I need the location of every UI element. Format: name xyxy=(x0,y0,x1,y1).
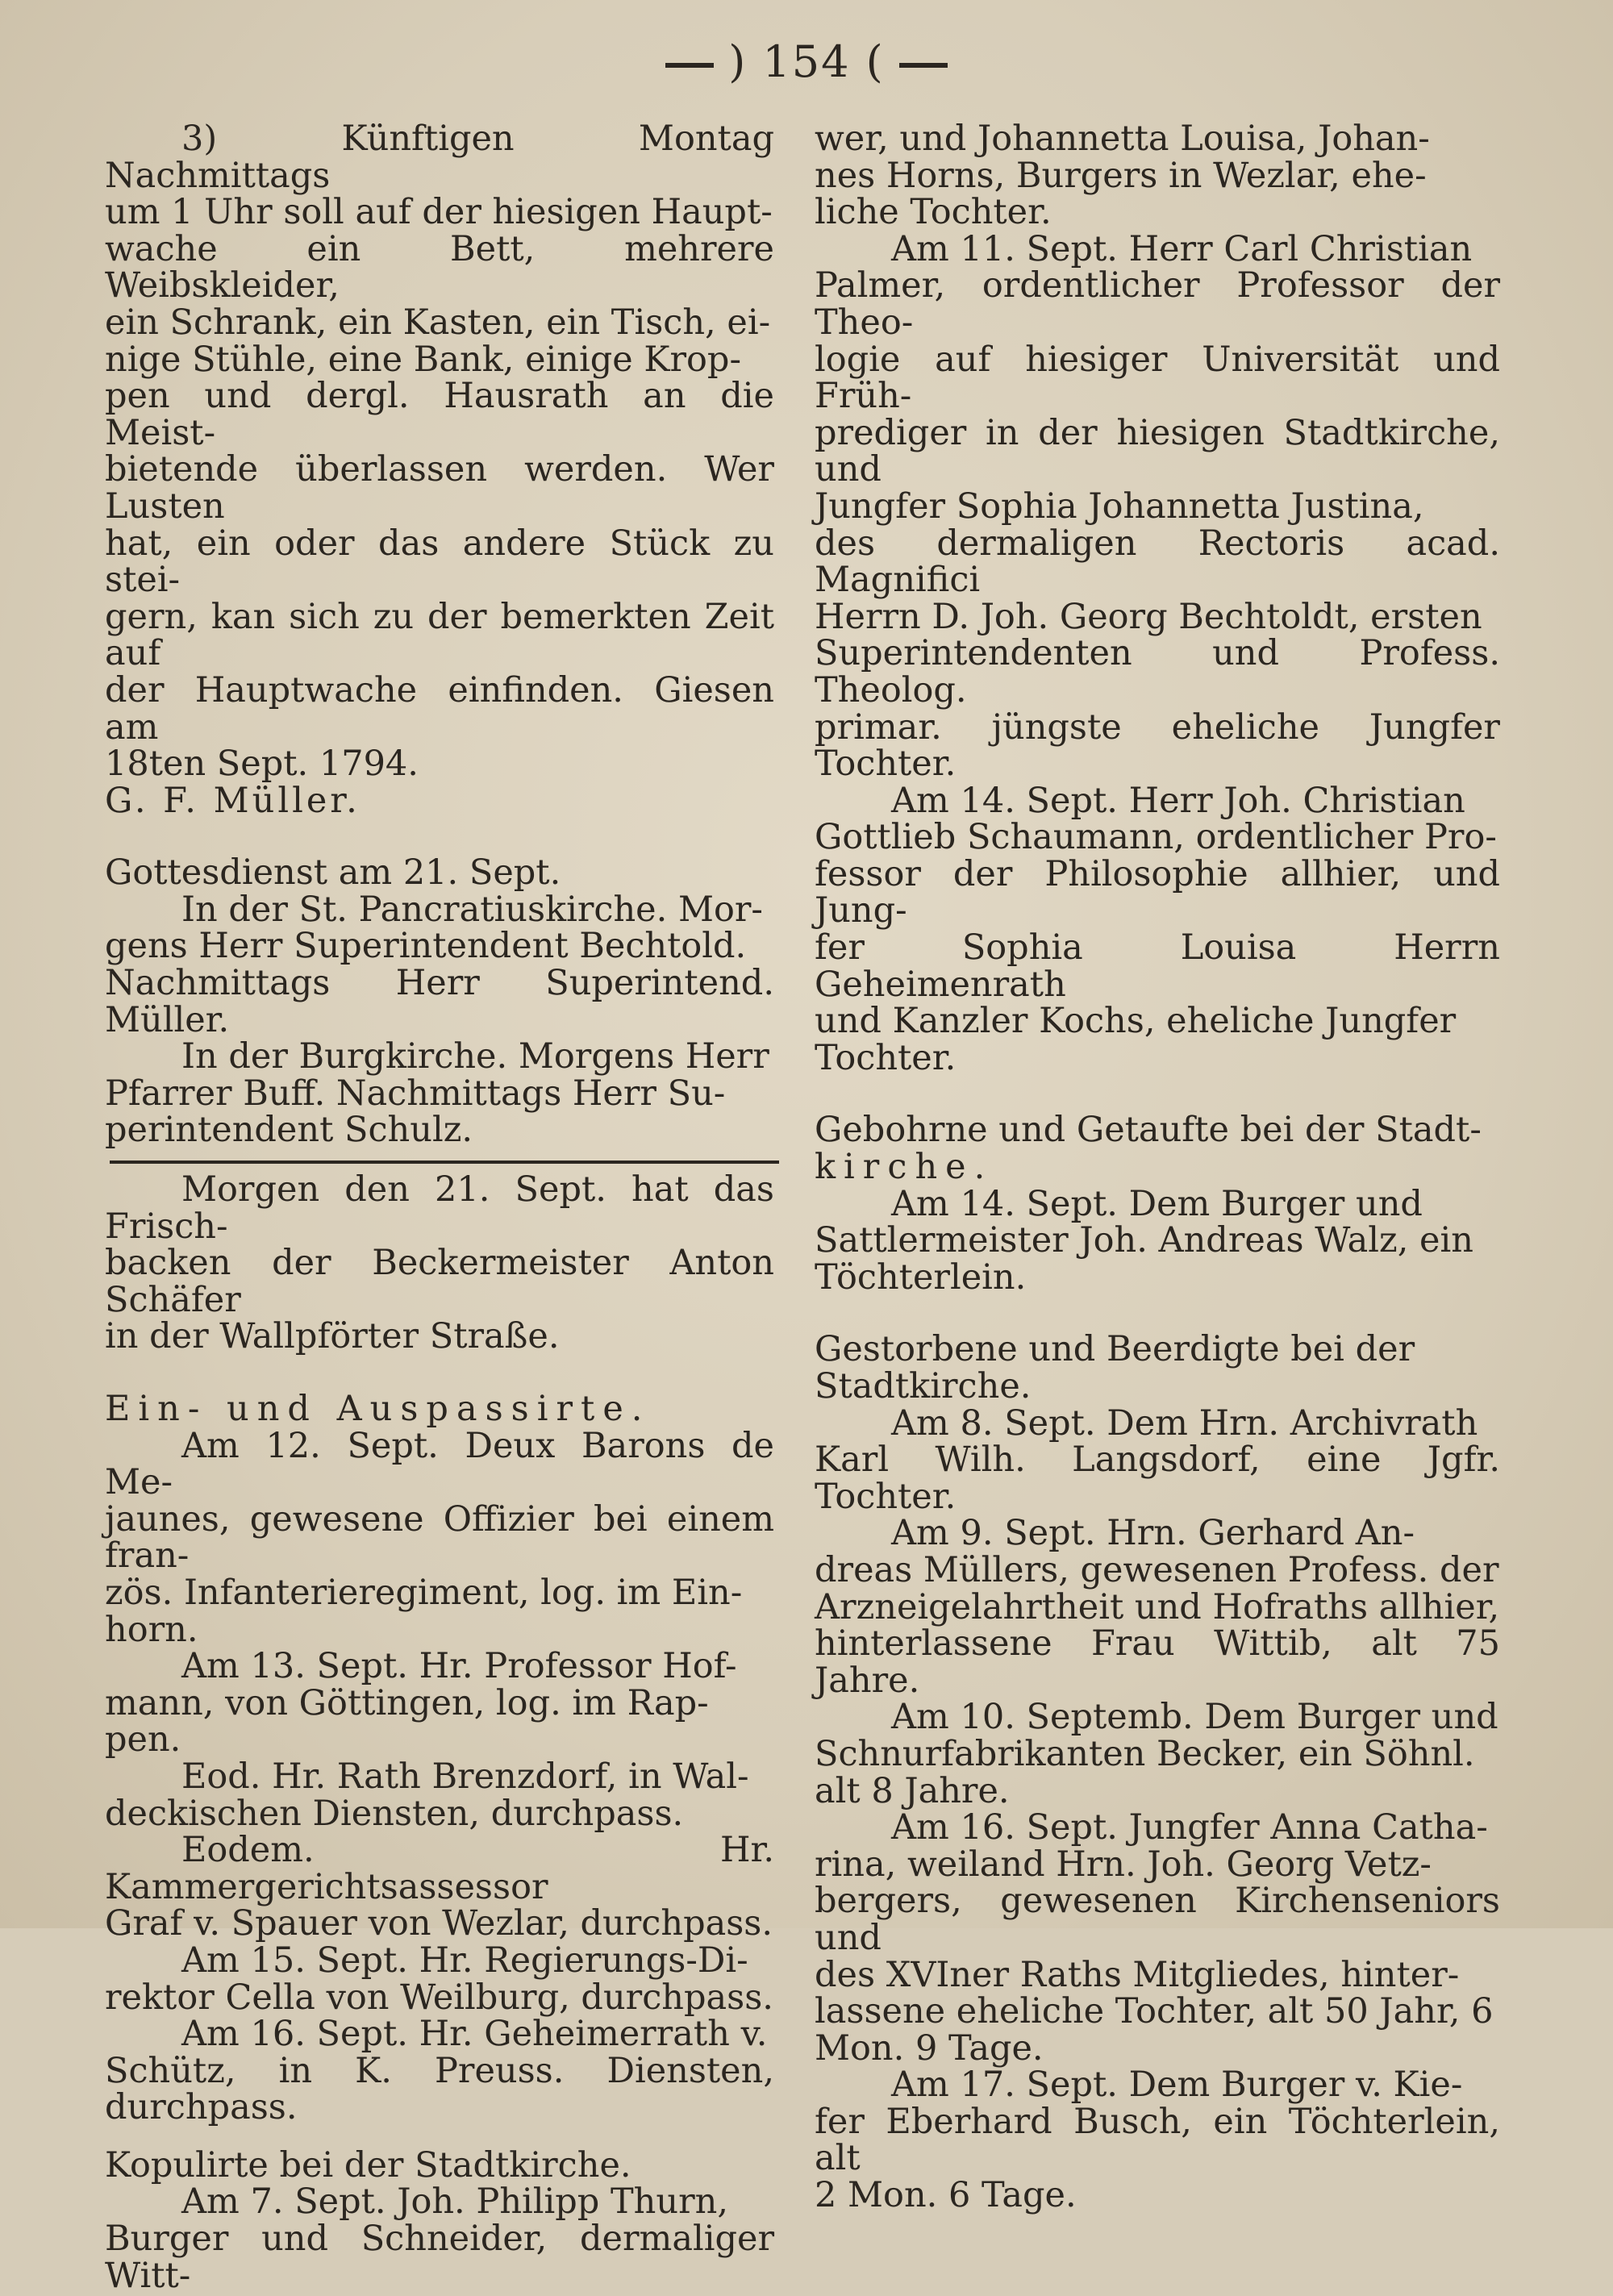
text-line: Gottlieb Schaumann, ordentlicher Pro- xyxy=(815,817,1497,858)
text-line: logie auf hiesiger Universität und Früh- xyxy=(815,339,1500,417)
text-line: Am 7. Sept. Joh. Philipp Thurn, xyxy=(181,2181,728,2223)
text-line: fessor der Philosophie allhier, und Jung- xyxy=(815,853,1500,931)
died-section xyxy=(815,1331,1500,2214)
text-line: 2 Mon. 6 Tage. xyxy=(815,2175,1077,2216)
text-line: des XVIner Raths Mitgliedes, hinter- xyxy=(815,1954,1460,1995)
travel-section xyxy=(105,1391,774,2127)
text-line: fer Eberhard Busch, ein Töchterlein, alt xyxy=(815,2101,1500,2179)
auction-notice xyxy=(105,121,774,819)
text-line: Morgen den 21. Sept. hat das Frisch- xyxy=(105,1169,774,1247)
section-divider xyxy=(110,1161,779,1164)
text-line: perintendent Schulz. xyxy=(105,1110,473,1151)
text-line: Am 14. Sept. Dem Burger und xyxy=(891,1183,1423,1224)
page-number: ) 154 ( xyxy=(728,36,885,87)
text-line: nes Horns, Burgers in Wezlar, ehe- xyxy=(815,155,1427,196)
text-line: mann, von Göttingen, log. im Rap- xyxy=(105,1682,709,1723)
text-line: Am 13. Sept. Hr. Professor Hof- xyxy=(181,1646,737,1687)
text-line: Tochter. xyxy=(815,1037,957,1078)
text-line: liche Tochter. xyxy=(815,192,1052,233)
text-line: der Hauptwache einfinden. Giesen am xyxy=(105,669,774,748)
text-line: hat, ein oder das andere Stück zu stei- xyxy=(105,523,774,601)
text-line: Eodem. Hr. Kammergerichtsassessor xyxy=(105,1830,774,1907)
text-line: 18ten Sept. 1794. xyxy=(105,744,419,785)
text-line: Am 10. Septemb. Dem Burger und xyxy=(891,1697,1498,1738)
text-line: In der Burgkirche. Morgens Herr xyxy=(181,1036,769,1077)
text-line: Am 11. Sept. Herr Carl Christian xyxy=(891,228,1473,269)
text-line: Eod. Hr. Rath Brenzdorf, in Wal- xyxy=(181,1756,749,1797)
right-column xyxy=(815,121,1500,2215)
text-line: Herrn D. Joh. Georg Bechtoldt, ersten xyxy=(815,596,1482,637)
text-line: Arzneigelahrtheit und Hofraths allhier, xyxy=(815,1586,1500,1627)
text-line: Burger und Schneider, dermaliger Witt- xyxy=(105,2219,774,2296)
section-heading: Gebohrne und Getaufte bei der Stadt- xyxy=(815,1110,1482,1151)
text-line: Am 16. Sept. Hr. Geheimerrath v. xyxy=(181,2014,768,2055)
text-line: pen. xyxy=(105,1719,181,1761)
text-line: pen und dergl. Hausrath an die Meist- xyxy=(105,376,774,453)
text-line: lassene eheliche Tochter, alt 50 Jahr, 6 xyxy=(815,1991,1494,2032)
text-line: Mon. 9 Tage. xyxy=(815,2027,1044,2069)
text-line: Am 8. Sept. Dem Hrn. Archivrath xyxy=(891,1402,1478,1444)
header-rule-right xyxy=(899,63,948,68)
text-line: 3) Künftigen Montag Nachmittags xyxy=(105,119,774,196)
text-line: deckischen Diensten, durchpass. xyxy=(105,1793,684,1834)
text-line: primar. jüngste eheliche Jungfer Tochter. xyxy=(815,706,1500,785)
section-heading: Ein- und Auspassirte. xyxy=(105,1389,651,1429)
text-line: jaunes, gewesene Offizier bei einem fran- xyxy=(105,1498,774,1577)
text-line: In der St. Pancratiuskirche. Mor- xyxy=(181,889,763,930)
section-heading: Gottesdienst am 21. Sept. xyxy=(105,852,561,894)
section-heading: Stadtkirche. xyxy=(815,1366,1032,1406)
text-line: in der Wallpförter Straße. xyxy=(105,1316,560,1357)
text-line: des dermaligen Rectoris acad. Magnifici xyxy=(815,523,1500,601)
text-line: bergers, gewesenen Kirchenseniors und xyxy=(815,1881,1500,1958)
text-line: gern, kan sich zu der bemerkten Zeit auf xyxy=(105,596,774,674)
text-line: Schnurfabrikanten Becker, ein Söhnl. xyxy=(815,1733,1475,1774)
section-heading: Kopulirte bei der Stadtkirche. xyxy=(105,2144,631,2186)
text-line: hinterlassene Frau Wittib, alt 75 Jahre. xyxy=(815,1623,1500,1701)
section-heading: kirche. xyxy=(815,1147,994,1188)
text-line: Sattlermeister Joh. Andreas Walz, ein xyxy=(815,1220,1473,1261)
text-line: prediger in der hiesigen Stadtkirche, und xyxy=(815,412,1500,490)
text-line: Am 15. Sept. Hr. Regierungs-Di- xyxy=(181,1940,748,1981)
text-line: zös. Infanterieregiment, log. im Ein- xyxy=(105,1572,743,1613)
married-continued xyxy=(815,121,1500,1077)
born-section xyxy=(815,1112,1500,1296)
text-line: fer Sophia Louisa Herrn Geheimenrath xyxy=(815,927,1500,1005)
text-line: horn. xyxy=(105,1609,198,1650)
text-line: rektor Cella von Weilburg, durchpass. xyxy=(105,1977,773,2018)
text-line: um 1 Uhr soll auf der hiesigen Haupt- xyxy=(105,192,773,233)
baking-notice xyxy=(105,1169,774,1357)
text-line: dreas Müllers, gewesenen Profess. der xyxy=(815,1549,1499,1590)
text-line: gens Herr Superintendent Bechtold. xyxy=(105,926,747,967)
text-line: Am 16. Sept. Jungfer Anna Catha- xyxy=(891,1807,1488,1848)
text-line: Am 9. Sept. Hrn. Gerhard An- xyxy=(891,1513,1415,1554)
text-line: wer, und Johannetta Louisa, Johan- xyxy=(815,119,1430,159)
text-line: Schütz, in K. Preuss. Diensten, durchpass. xyxy=(105,2050,774,2128)
text-line: backen der Beckermeister Anton Schäfer xyxy=(105,1243,774,1320)
text-line: bietende überlassen werden. Wer Lusten xyxy=(105,449,774,527)
left-column xyxy=(105,121,774,2294)
text-line: alt 8 Jahre. xyxy=(815,1770,1010,1811)
text-line: Graf v. Spauer von Wezlar, durchpass. xyxy=(105,1903,773,1944)
text-line: Superintendenten und Profess. Theolog. xyxy=(815,633,1500,710)
text-line: und Kanzler Kochs, eheliche Jungfer xyxy=(815,1001,1457,1042)
text-line: rina, weiland Hrn. Joh. Georg Vetz- xyxy=(815,1844,1432,1885)
married-section xyxy=(105,2144,774,2296)
text-line: Pfarrer Buff. Nachmittags Herr Su- xyxy=(105,1073,726,1114)
text-line: Am 17. Sept. Dem Burger v. Kie- xyxy=(891,2065,1463,2106)
text-line: nige Stühle, eine Bank, einige Krop- xyxy=(105,339,741,380)
text-line: Palmer, ordentlicher Professor der Theo- xyxy=(815,265,1500,343)
section-heading: Gestorbene und Beerdigte bei der xyxy=(815,1329,1415,1370)
signature: G. F. Müller. xyxy=(105,780,361,821)
text-line: ein Schrank, ein Kasten, ein Tisch, ei- xyxy=(105,302,771,343)
text-line: Karl Wilh. Langsdorf, eine Jgfr. Tochter. xyxy=(815,1440,1500,1517)
text-line: Am 12. Sept. Deux Barons de Me- xyxy=(105,1425,774,1503)
text-line: Töchterlein. xyxy=(815,1256,1027,1298)
service-section xyxy=(105,852,774,1151)
page-header xyxy=(0,36,1613,87)
text-line: wache ein Bett, mehrere Weibskleider, xyxy=(105,228,774,306)
text-line: Nachmittags Herr Superintend. Müller. xyxy=(105,963,774,1040)
text-line: Jungfer Sophia Johannetta Justina, xyxy=(815,485,1424,527)
header-rule-left xyxy=(665,63,714,68)
text-line: Am 14. Sept. Herr Joh. Christian xyxy=(891,780,1465,821)
